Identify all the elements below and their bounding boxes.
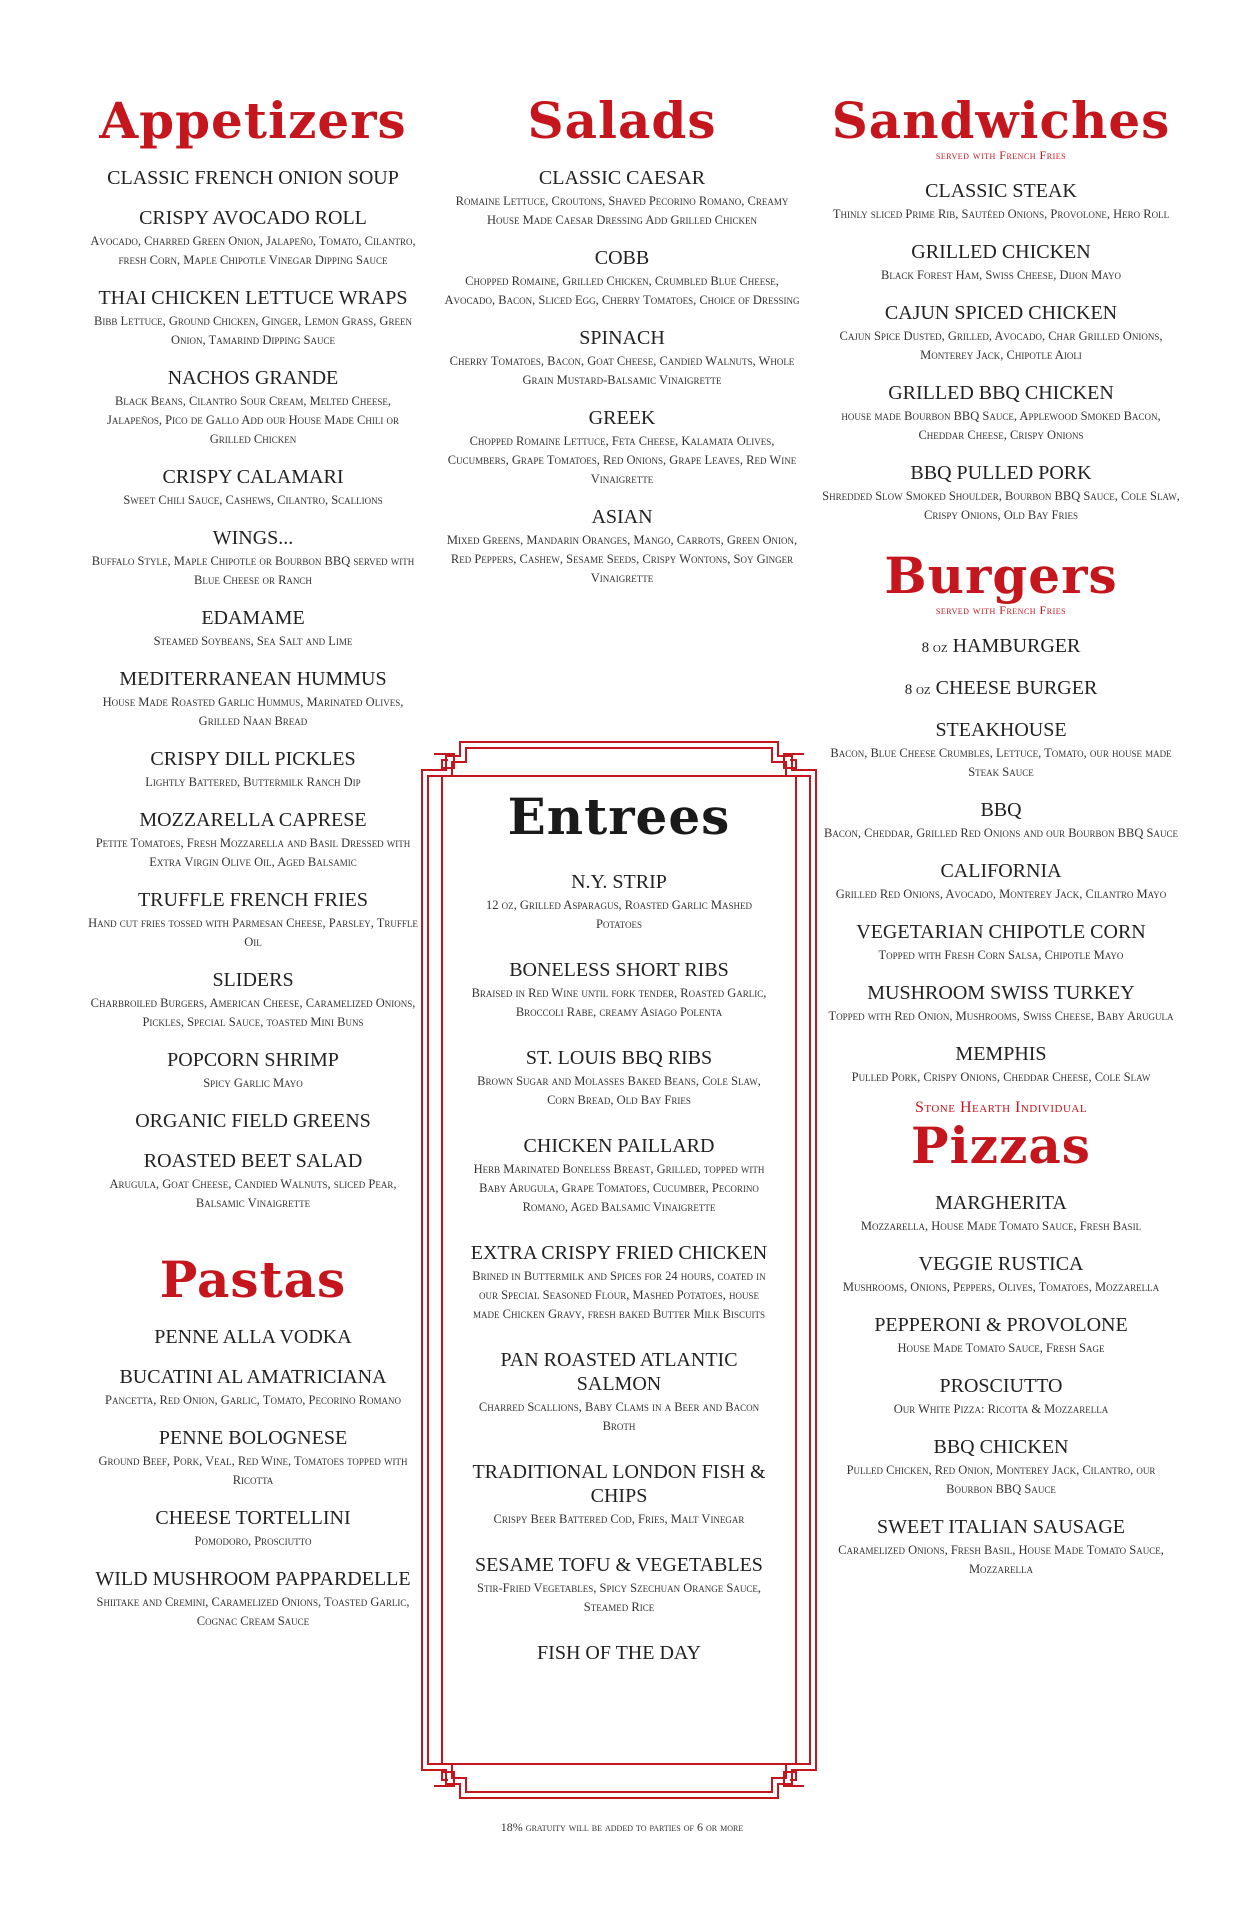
menu-item-description: Spicy Garlic Mayo bbox=[203, 1076, 303, 1090]
menu-item-name bbox=[822, 1313, 1180, 1337]
menu-item-title: PENNE ALLA VODKA bbox=[154, 1326, 352, 1348]
menu-item-description: Romaine Lettuce, Croutons, Shaved Pecorino Romano, Creamy House Made Caesar Dressing Add Grilled Chicken bbox=[455, 194, 789, 227]
menu-item-title: TRUFFLE FRENCH FRIES bbox=[137, 889, 369, 911]
menu-item-title: PENNE BOLOGNESE bbox=[158, 1427, 348, 1449]
menu-item-title: ORGANIC FIELD GREENS bbox=[135, 1110, 371, 1132]
menu-item-title: VEGETARIAN CHIPOTLE CORN bbox=[856, 921, 1146, 943]
menu-item bbox=[470, 1641, 768, 1665]
menu-item-name bbox=[470, 1641, 768, 1665]
pastas-title: Pastas bbox=[159, 1250, 347, 1309]
menu-item-title: BUCATINI AL AMATRICIANA bbox=[119, 1366, 387, 1388]
menu-item bbox=[822, 1313, 1180, 1358]
menu-item-name bbox=[88, 667, 418, 691]
menu-item-title: CHICKEN PAILLARD bbox=[523, 1135, 715, 1157]
entrees-content bbox=[420, 778, 818, 1665]
menu-item-title: BBQ bbox=[980, 799, 1022, 821]
menu-item-size: 8 oz bbox=[904, 682, 931, 698]
menu-item-name bbox=[88, 808, 418, 832]
menu-item-description: Bacon, Blue Cheese Crumbles, Lettuce, Tomato, our house made Steak Sauce bbox=[830, 746, 1172, 779]
menu-item-description: Crispy Beer Battered Cod, Fries, Malt Vinegar bbox=[493, 1512, 745, 1526]
menu-item-name bbox=[822, 718, 1180, 742]
menu-item bbox=[822, 718, 1180, 782]
menu-item bbox=[88, 888, 418, 952]
menu-item-title: SPINACH bbox=[579, 327, 665, 349]
menu-item-description: Sweet Chili Sauce, Cashews, Cilantro, Scallions bbox=[123, 493, 383, 507]
menu-item-name bbox=[442, 246, 802, 270]
menu-item-description: Pancetta, Red Onion, Garlic, Tomato, Pecorino Romano bbox=[105, 1393, 401, 1407]
menu-item-title: STEAKHOUSE bbox=[935, 719, 1067, 741]
menu-item-title: WINGS... bbox=[212, 527, 294, 549]
sandwiches-list bbox=[822, 179, 1180, 525]
sandwiches-title: Sandwiches bbox=[831, 91, 1171, 150]
menu-item-name bbox=[88, 526, 418, 550]
menu-item-description: Brown Sugar and Molasses Baked Beans, Cole Slaw, Corn Bread, Old Bay Fries bbox=[477, 1074, 761, 1107]
menu-item-title: CLASSIC FRENCH ONION SOUP bbox=[107, 167, 399, 189]
menu-item bbox=[88, 465, 418, 510]
menu-item-description: Arugula, Goat Cheese, Candied Walnuts, sliced Pear, Balsamic Vinaigrette bbox=[109, 1177, 397, 1210]
menu-item bbox=[88, 1567, 418, 1631]
menu-item-description: Steamed Soybeans, Sea Salt and Lime bbox=[153, 634, 353, 648]
menu-item-title: FISH OF THE DAY bbox=[537, 1642, 701, 1664]
menu-item-name bbox=[88, 1048, 418, 1072]
menu-item-description: Pulled Pork, Crispy Onions, Cheddar Cheese, Cole Slaw bbox=[851, 1070, 1151, 1084]
pizzas-title: Pizzas bbox=[911, 1116, 1091, 1175]
menu-item bbox=[822, 1252, 1180, 1297]
menu-item bbox=[470, 958, 768, 1022]
burgers-list bbox=[822, 634, 1180, 1087]
menu-item-name bbox=[470, 870, 768, 894]
menu-item bbox=[822, 798, 1180, 843]
menu-item-name bbox=[442, 326, 802, 350]
menu-item-name bbox=[822, 1435, 1180, 1459]
menu-item-name bbox=[88, 465, 418, 489]
menu-item-title: GRILLED CHICKEN bbox=[911, 241, 1091, 263]
menu-item-name bbox=[88, 1567, 418, 1591]
menu-item-name bbox=[88, 206, 418, 230]
burgers-title: Burgers bbox=[884, 546, 1118, 605]
menu-item-title: CHEESE TORTELLINI bbox=[155, 1507, 351, 1529]
menu-item bbox=[88, 286, 418, 350]
menu-item-description: Charred Scallions, Baby Clams in a Beer and Bacon Broth bbox=[478, 1400, 760, 1433]
menu-item-description: Grilled Red Onions, Avocado, Monterey Jack, Cilantro Mayo bbox=[835, 887, 1167, 901]
menu-item-name bbox=[88, 1365, 418, 1389]
menu-item-description: Mixed Greens, Mandarin Oranges, Mango, Carrots, Green Onion, Red Peppers, Cashew, Sesame Seeds, Crispy Wontons, Soy Ginger Vinaigrette bbox=[446, 533, 798, 585]
menu-item-name bbox=[822, 240, 1180, 264]
menu-item-name bbox=[88, 606, 418, 630]
menu-item-title: CRISPY DILL PICKLES bbox=[150, 748, 356, 770]
menu-item-name bbox=[822, 301, 1180, 325]
menu-item-description: house made Bourbon BBQ Sauce, Applewood Smoked Bacon, Cheddar Cheese, Crispy Onions bbox=[841, 409, 1161, 442]
menu-item bbox=[822, 179, 1180, 224]
menu-item-name bbox=[470, 958, 768, 982]
menu-item bbox=[88, 808, 418, 872]
menu-item-name bbox=[470, 1553, 768, 1577]
menu-item-description: Stir-Fried Vegetables, Spicy Szechuan Orange Sauce, Steamed Rice bbox=[477, 1581, 761, 1614]
menu-item-title: PEPPERONI & PROVOLONE bbox=[874, 1314, 1128, 1336]
menu-item-description: Topped with Fresh Corn Salsa, Chipotle Mayo bbox=[878, 948, 1124, 962]
menu-item-title: CLASSIC CAESAR bbox=[538, 167, 706, 189]
menu-item-title: CHEESE BURGER bbox=[935, 677, 1098, 699]
menu-item-description: Cajun Spice Dusted, Grilled, Avocado, Char Grilled Onions, Monterey Jack, Chipotle Aioli bbox=[839, 329, 1163, 362]
burgers-subtitle: served with French Fries bbox=[935, 603, 1067, 617]
menu-item-description: Shiitake and Cremini, Caramelized Onions, Toasted Garlic, Cognac Cream Sauce bbox=[96, 1595, 410, 1628]
middle-column bbox=[442, 92, 802, 588]
menu-item-name bbox=[442, 166, 802, 190]
menu-item bbox=[88, 366, 418, 449]
menu-item bbox=[822, 1374, 1180, 1419]
menu-item-name bbox=[822, 1042, 1180, 1066]
menu-item-description: Shredded Slow Smoked Shoulder, Bourbon BBQ Sauce, Cole Slaw, Crispy Onions, Old Bay Fries bbox=[822, 489, 1180, 522]
menu-item-name bbox=[470, 1460, 768, 1508]
menu-item-name bbox=[88, 166, 418, 190]
menu-item-title: VEGGIE RUSTICA bbox=[918, 1253, 1084, 1275]
menu-item-name bbox=[88, 1149, 418, 1173]
menu-item bbox=[88, 1149, 418, 1213]
menu-item-size: 8 oz bbox=[921, 640, 948, 656]
menu-item-name bbox=[470, 1134, 768, 1158]
menu-item-description: Mozzarella, House Made Tomato Sauce, Fresh Basil bbox=[860, 1219, 1142, 1233]
menu-item bbox=[470, 1348, 768, 1436]
menu-item-title: BBQ CHICKEN bbox=[933, 1436, 1069, 1458]
menu-item-description: Ground Beef, Pork, Veal, Red Wine, Tomatoes topped with Ricotta bbox=[98, 1454, 408, 1487]
menu-item-title: SWEET ITALIAN SAUSAGE bbox=[876, 1516, 1125, 1538]
menu-item-description: Thinly sliced Prime Rib, Sautéed Onions, Provolone, Hero Roll bbox=[832, 207, 1170, 221]
menu-item-name bbox=[822, 1191, 1180, 1215]
menu-item-name bbox=[88, 286, 418, 310]
menu-item bbox=[470, 1046, 768, 1110]
menu-item-title: THAI CHICKEN LETTUCE WRAPS bbox=[98, 287, 408, 309]
menu-item-name bbox=[470, 1348, 768, 1396]
menu-item-description: Chopped Romaine Lettuce, Feta Cheese, Kalamata Olives, Cucumbers, Grape Tomatoes, Red Onions, Grape Leaves, Red Wine Vinaigrette bbox=[447, 434, 797, 486]
menu-item bbox=[822, 1435, 1180, 1499]
salads-list bbox=[442, 166, 802, 588]
menu-item-name bbox=[822, 461, 1180, 485]
menu-item bbox=[470, 1134, 768, 1217]
menu-item-title: TRADITIONAL LONDON FISH & CHIPS bbox=[472, 1461, 766, 1507]
menu-item-title: WILD MUSHROOM PAPPARDELLE bbox=[95, 1568, 411, 1590]
left-column bbox=[88, 92, 418, 1631]
menu-item-description: Our White Pizza: Ricotta & Mozzarella bbox=[893, 1402, 1109, 1416]
menu-item-name bbox=[822, 179, 1180, 203]
menu-item-name bbox=[822, 859, 1180, 883]
menu-item-title: MEMPHIS bbox=[955, 1043, 1047, 1065]
menu-item-name bbox=[822, 381, 1180, 405]
entrees-title: Entrees bbox=[507, 787, 731, 846]
menu-item-description: Bacon, Cheddar, Grilled Red Onions and our Bourbon BBQ Sauce bbox=[824, 826, 1178, 840]
menu-item-title: GREEK bbox=[588, 407, 656, 429]
menu-item bbox=[88, 1365, 418, 1410]
menu-item bbox=[470, 870, 768, 934]
menu-item bbox=[88, 526, 418, 590]
menu-item bbox=[88, 968, 418, 1032]
menu-item-name bbox=[822, 1515, 1180, 1539]
menu-item bbox=[822, 301, 1180, 365]
menu-item-description: Petite Tomatoes, Fresh Mozzarella and Basil Dressed with Extra Virgin Olive Oil, Aged Balsamic bbox=[95, 836, 411, 869]
menu-item-description: Chopped Romaine, Grilled Chicken, Crumbled Blue Cheese, Avocado, Bacon, Sliced Egg, Cherry Tomatoes, Choice of Dressing bbox=[444, 274, 800, 307]
menu-item-name bbox=[470, 1241, 768, 1265]
menu-item-title: SLIDERS bbox=[212, 969, 294, 991]
sandwiches-subtitle: served with French Fries bbox=[935, 148, 1067, 162]
menu-item bbox=[88, 747, 418, 792]
appetizers-list bbox=[88, 166, 418, 1213]
menu-item-title: CRISPY CALAMARI bbox=[162, 466, 344, 488]
menu-item-title: GRILLED BBQ CHICKEN bbox=[888, 382, 1114, 404]
menu-item-name bbox=[88, 1109, 418, 1133]
menu-item bbox=[822, 634, 1180, 660]
menu-item-title: EDAMAME bbox=[201, 607, 305, 629]
menu-item-description: Avocado, Charred Green Onion, Jalapeño, Tomato, Cilantro, fresh Corn, Maple Chipotle Vinegar Dipping Sauce bbox=[90, 234, 416, 267]
entrees-list bbox=[420, 870, 818, 1665]
menu-item-description: 12 oz, Grilled Asparagus, Roasted Garlic Mashed Potatoes bbox=[485, 898, 753, 931]
menu-item-title: NACHOS GRANDE bbox=[167, 367, 339, 389]
appetizers-title: Appetizers bbox=[99, 91, 407, 150]
menu-item-description: Buffalo Style, Maple Chipotle or Bourbon BBQ served with Blue Cheese or Ranch bbox=[91, 554, 415, 587]
menu-item bbox=[442, 406, 802, 489]
pastas-list bbox=[88, 1325, 418, 1631]
menu-item-description: Lightly Battered, Buttermilk Ranch Dip bbox=[145, 775, 361, 789]
menu-item bbox=[88, 1426, 418, 1490]
menu-item-name bbox=[822, 1374, 1180, 1398]
menu-item-title: N.Y. STRIP bbox=[571, 871, 667, 893]
menu-item-name bbox=[822, 1252, 1180, 1276]
menu-item bbox=[88, 1325, 418, 1349]
menu-item bbox=[822, 1515, 1180, 1579]
menu-item-title: MOZZARELLA CAPRESE bbox=[139, 809, 367, 831]
menu-item-title: CRISPY AVOCADO ROLL bbox=[139, 207, 367, 229]
menu-item bbox=[822, 920, 1180, 965]
menu-item-title: MEDITERRANEAN HUMMUS bbox=[119, 668, 387, 690]
menu-item bbox=[822, 240, 1180, 285]
menu-item-description: Braised in Red Wine until fork tender, Roasted Garlic, Broccoli Rabe, creamy Asiago Polenta bbox=[471, 986, 767, 1019]
menu-item-name bbox=[822, 634, 1180, 660]
menu-item-title: POPCORN SHRIMP bbox=[167, 1049, 339, 1071]
menu-item-name bbox=[88, 1426, 418, 1450]
menu-item-description: Caramelized Onions, Fresh Basil, House Made Tomato Sauce, Mozzarella bbox=[838, 1543, 1164, 1576]
menu-item-name bbox=[88, 1325, 418, 1349]
menu-item bbox=[470, 1241, 768, 1324]
menu-item bbox=[822, 381, 1180, 445]
menu-item bbox=[822, 981, 1180, 1026]
menu-item bbox=[88, 206, 418, 270]
menu-item-description: Black Forest Ham, Swiss Cheese, Dijon Mayo bbox=[881, 268, 1121, 282]
pizzas-pretitle: Stone Hearth Individual bbox=[914, 1099, 1088, 1116]
menu-item bbox=[470, 1460, 768, 1529]
menu-item-name bbox=[822, 920, 1180, 944]
menu-item-name bbox=[88, 888, 418, 912]
menu-item-description: Black Beans, Cilantro Sour Cream, Melted Cheese, Jalapeños, Pico de Gallo Add our House Made Chili or Grilled Chicken bbox=[107, 394, 399, 446]
menu-item-title: BONELESS SHORT RIBS bbox=[509, 959, 729, 981]
menu-item-description: House Made Tomato Sauce, Fresh Sage bbox=[897, 1341, 1105, 1355]
menu-item-description: Topped with Red Onion, Mushrooms, Swiss Cheese, Baby Arugula bbox=[828, 1009, 1174, 1023]
menu-item-name bbox=[88, 366, 418, 390]
menu-item-title: SESAME TOFU & VEGETABLES bbox=[475, 1554, 763, 1576]
menu-item-description: Bibb Lettuce, Ground Chicken, Ginger, Lemon Grass, Green Onion, Tamarind Dipping Sauce bbox=[94, 314, 412, 347]
menu-item-description: Pomodoro, Prosciutto bbox=[194, 1534, 312, 1548]
menu-item bbox=[822, 461, 1180, 525]
menu-item-name bbox=[88, 968, 418, 992]
menu-item-title: COBB bbox=[594, 247, 650, 269]
menu-item-title: HAMBURGER bbox=[952, 635, 1081, 657]
menu-item bbox=[88, 667, 418, 731]
menu-item-title: ROASTED BEET SALAD bbox=[143, 1150, 363, 1172]
menu-item-title: CAJUN SPICED CHICKEN bbox=[884, 302, 1118, 324]
menu-item-description: Mushrooms, Onions, Peppers, Olives, Tomatoes, Mozzarella bbox=[842, 1280, 1160, 1294]
gratuity-note: 18% gratuity will be added to parties of 6 or more bbox=[500, 1820, 744, 1834]
menu-item-title: EXTRA CRISPY FRIED CHICKEN bbox=[470, 1242, 768, 1264]
menu-item bbox=[88, 1506, 418, 1551]
menu-item-name bbox=[822, 981, 1180, 1005]
menu-item-description: Charbroiled Burgers, American Cheese, Caramelized Onions, Pickles, Special Sauce, toasted Mini Buns bbox=[90, 996, 416, 1029]
menu-item bbox=[442, 166, 802, 230]
menu-item-title: MARGHERITA bbox=[935, 1192, 1067, 1214]
menu-item-title: CALIFORNIA bbox=[940, 860, 1062, 882]
menu-item bbox=[822, 1042, 1180, 1087]
menu-item bbox=[442, 246, 802, 310]
menu-item-description: Hand cut fries tossed with Parmesan Cheese, Parsley, Truffle Oil bbox=[88, 916, 418, 949]
menu-item-title: ST. LOUIS BBQ RIBS bbox=[525, 1047, 713, 1069]
menu-item-description: Herb Marinated Boneless Breast, Grilled, topped with Baby Arugula, Grape Tomatoes, Cucumber, Pecorino Romano, Aged Balsamic Vinaigrette bbox=[473, 1162, 765, 1214]
menu-item-name bbox=[442, 406, 802, 430]
menu-item-title: BBQ PULLED PORK bbox=[910, 462, 1092, 484]
menu-item-title: ASIAN bbox=[591, 506, 653, 528]
menu-item-description: Cherry Tomatoes, Bacon, Goat Cheese, Candied Walnuts, Whole Grain Mustard-Balsamic Vinaigrette bbox=[449, 354, 795, 387]
menu-item-title: PROSCIUTTO bbox=[939, 1375, 1063, 1397]
menu-item-description: House Made Roasted Garlic Hummus, Marinated Olives, Grilled Naan Bread bbox=[102, 695, 404, 728]
menu-item bbox=[88, 1048, 418, 1093]
entrees-box bbox=[420, 740, 818, 1800]
menu-item-name bbox=[822, 676, 1180, 702]
menu-item-name bbox=[88, 1506, 418, 1530]
menu-item bbox=[442, 326, 802, 390]
menu-item bbox=[822, 1191, 1180, 1236]
menu-item-description: Brined in Buttermilk and Spices for 24 hours, coated in our Special Seasoned Flour, Mashed Potatoes, house made Chicken Gravy, fresh baked Butter Milk Biscuits bbox=[472, 1269, 766, 1321]
right-column bbox=[822, 92, 1180, 1579]
menu-item-name bbox=[442, 505, 802, 529]
menu-item bbox=[822, 676, 1180, 702]
menu-item-title: CLASSIC STEAK bbox=[925, 180, 1077, 202]
menu-item-name bbox=[822, 798, 1180, 822]
salads-title: Salads bbox=[527, 91, 717, 150]
menu-item-name bbox=[88, 747, 418, 771]
menu-item-title: MUSHROOM SWISS TURKEY bbox=[867, 982, 1135, 1004]
pizzas-list bbox=[822, 1191, 1180, 1579]
menu-item-description: Pulled Chicken, Red Onion, Monterey Jack, Cilantro, our Bourbon BBQ Sauce bbox=[846, 1463, 1156, 1496]
menu-item-title: PAN ROASTED ATLANTIC SALMON bbox=[500, 1349, 738, 1395]
menu-item bbox=[88, 1109, 418, 1133]
menu-item bbox=[470, 1553, 768, 1617]
menu-item bbox=[88, 606, 418, 651]
menu-item bbox=[822, 859, 1180, 904]
menu-item-name bbox=[470, 1046, 768, 1070]
menu-item bbox=[88, 166, 418, 190]
menu-item bbox=[442, 505, 802, 588]
